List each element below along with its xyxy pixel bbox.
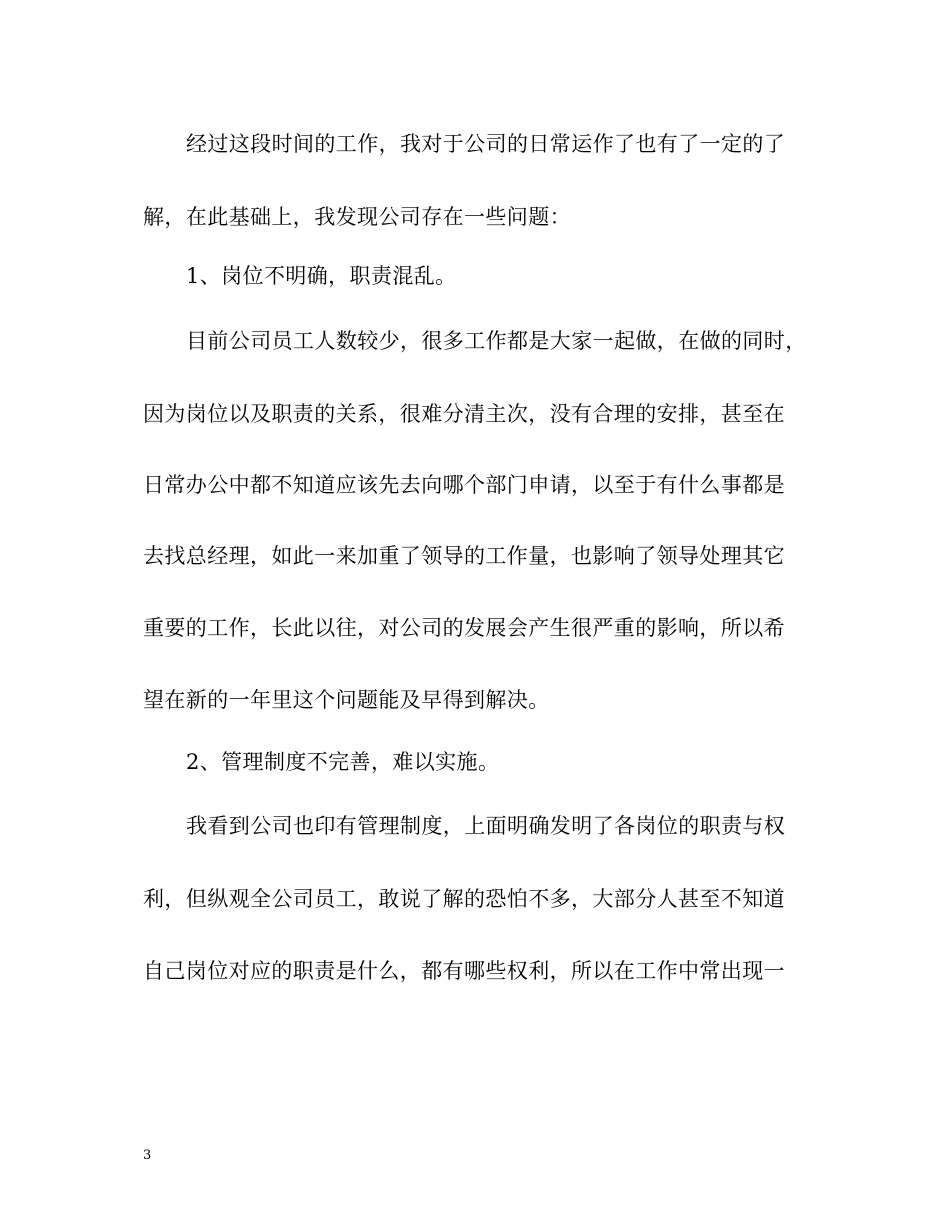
paragraph-line: 去找总经理，如此一来加重了领导的工作量，也影响了领导处理其它 [143, 544, 785, 568]
paragraph-line: 目前公司员工人数较少，很多工作都是大家一起做，在做的同时， [186, 329, 807, 353]
paragraph-line: 望在新的一年里这个问题能及早得到解决。 [143, 688, 550, 712]
paragraph-line: 因为岗位以及职责的关系，很难分清主次，没有合理的安排，甚至在 [143, 402, 785, 426]
paragraph-line: 自己岗位对应的职责是什么，都有哪些权利，所以在工作中常出现一 [143, 959, 785, 983]
section-heading: 2、管理制度不完善，难以实施。 [186, 750, 500, 774]
paragraph-line: 解，在此基础上，我发现公司存在一些问题： [143, 205, 571, 229]
paragraph-line: 重要的工作，长此以往，对公司的发展会产生很严重的影响，所以希 [143, 616, 785, 640]
section-heading: 1、岗位不明确，职责混乱。 [186, 264, 457, 288]
paragraph-line: 日常办公中都不知道应该先去向哪个部门申请，以至于有什么事都是 [143, 473, 785, 497]
page-number: 3 [143, 1148, 152, 1163]
paragraph-line: 我看到公司也印有管理制度，上面明确发明了各岗位的职责与权 [186, 814, 786, 838]
paragraph-line: 经过这段时间的工作，我对于公司的日常运作了也有了一定的了 [186, 132, 786, 156]
paragraph-line: 利，但纵观全公司员工，敢说了解的恐怕不多，大部分人甚至不知道 [143, 887, 785, 911]
